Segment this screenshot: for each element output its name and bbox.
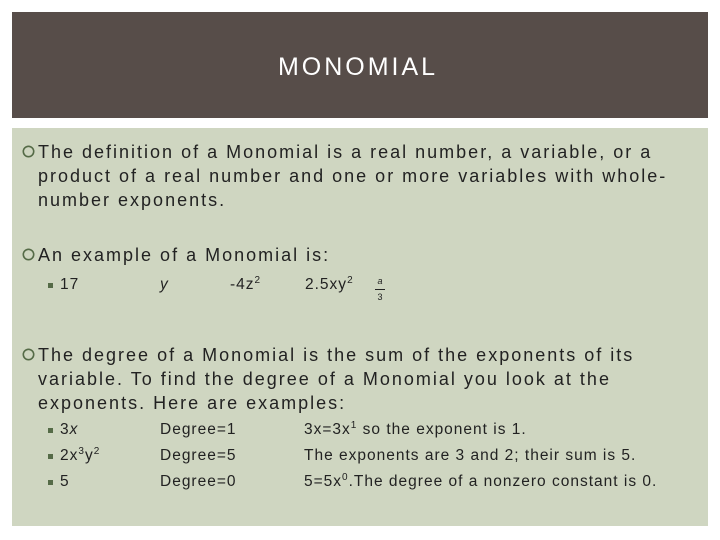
example-item-fraction [375,276,385,302]
degree-row-3-explanation [304,470,657,494]
degree-row-2-term-b-sup: 2 [93,446,101,457]
example-item-4z2-base: -4z [230,276,255,293]
degree-row-2-term [60,444,100,468]
square-bullet-icon [48,283,53,288]
slide-title: MONOMIAL [277,53,439,81]
example-item-25xy2 [305,273,354,297]
circle-bullet-icon [22,145,35,158]
degree-bullet [22,343,702,415]
example-item-y: y [160,276,169,293]
example-item-17: 17 [60,276,80,293]
circle-bullet-icon [22,348,35,361]
square-bullet-icon [48,480,53,485]
degree-row-3-expl-a: 5=5x [304,473,343,490]
fraction-bar [375,289,385,290]
example-item-4z2 [230,273,261,297]
degree-line-2: variable. To find the degree of a Monomial you look at the [38,369,611,389]
fraction-numerator: a [377,276,383,286]
degree-text [22,343,702,415]
definition-text [22,140,702,212]
degree-row-1-expl-rest: so the exponent is 1. [357,421,527,438]
degree-row-3-expl-sup: 0 [342,472,349,483]
circle-bullet-icon [22,248,35,261]
degree-row-3-term: 5 [60,473,70,490]
degree-row-3-degree: Degree=0 [160,473,237,490]
example-item-4z2-exp: 2 [254,275,262,286]
definition-line-3: number exponents. [38,190,227,210]
fraction-denominator: 3 [377,292,383,302]
degree-row-1-explanation [304,418,527,442]
degree-row-1-degree: Degree=1 [160,421,237,438]
definition-line-2: product of a real number and one or more variables with whole- [38,166,668,186]
square-bullet-icon [48,428,53,433]
definition-line-1: The definition of a Monomial is a real number, a variable, or a [38,142,653,162]
example-item-25xy2-base: 2.5xy [305,276,348,293]
degree-row-2-term-a-sup: 3 [78,446,85,457]
degree-row-2-term-b: y [84,447,94,464]
degree-line-3: exponents. Here are examples: [38,393,347,413]
square-bullet-icon [48,454,53,459]
degree-row-1-term: 3x [60,421,79,438]
example-item-25xy2-exp: 2 [347,275,354,286]
example-heading: An example of a Monomial is: [38,245,331,265]
degree-row-2-degree: Degree=5 [160,447,237,464]
example-bullet [22,243,702,267]
definition-bullet [22,140,702,212]
degree-row-1-expl-sup: 1 [350,420,358,431]
degree-row-2-explanation: The exponents are 3 and 2; their sum is 5. [304,447,637,464]
degree-row-2-term-a: 2x [60,447,79,464]
content-panel [12,128,708,526]
degree-line-1: The degree of a Monomial is the sum of the exponents of its [38,345,635,365]
degree-row-1-expl-a: 3x=3x [304,421,351,438]
degree-row-3-expl-rest: .The degree of a nonzero constant is 0. [348,473,658,490]
